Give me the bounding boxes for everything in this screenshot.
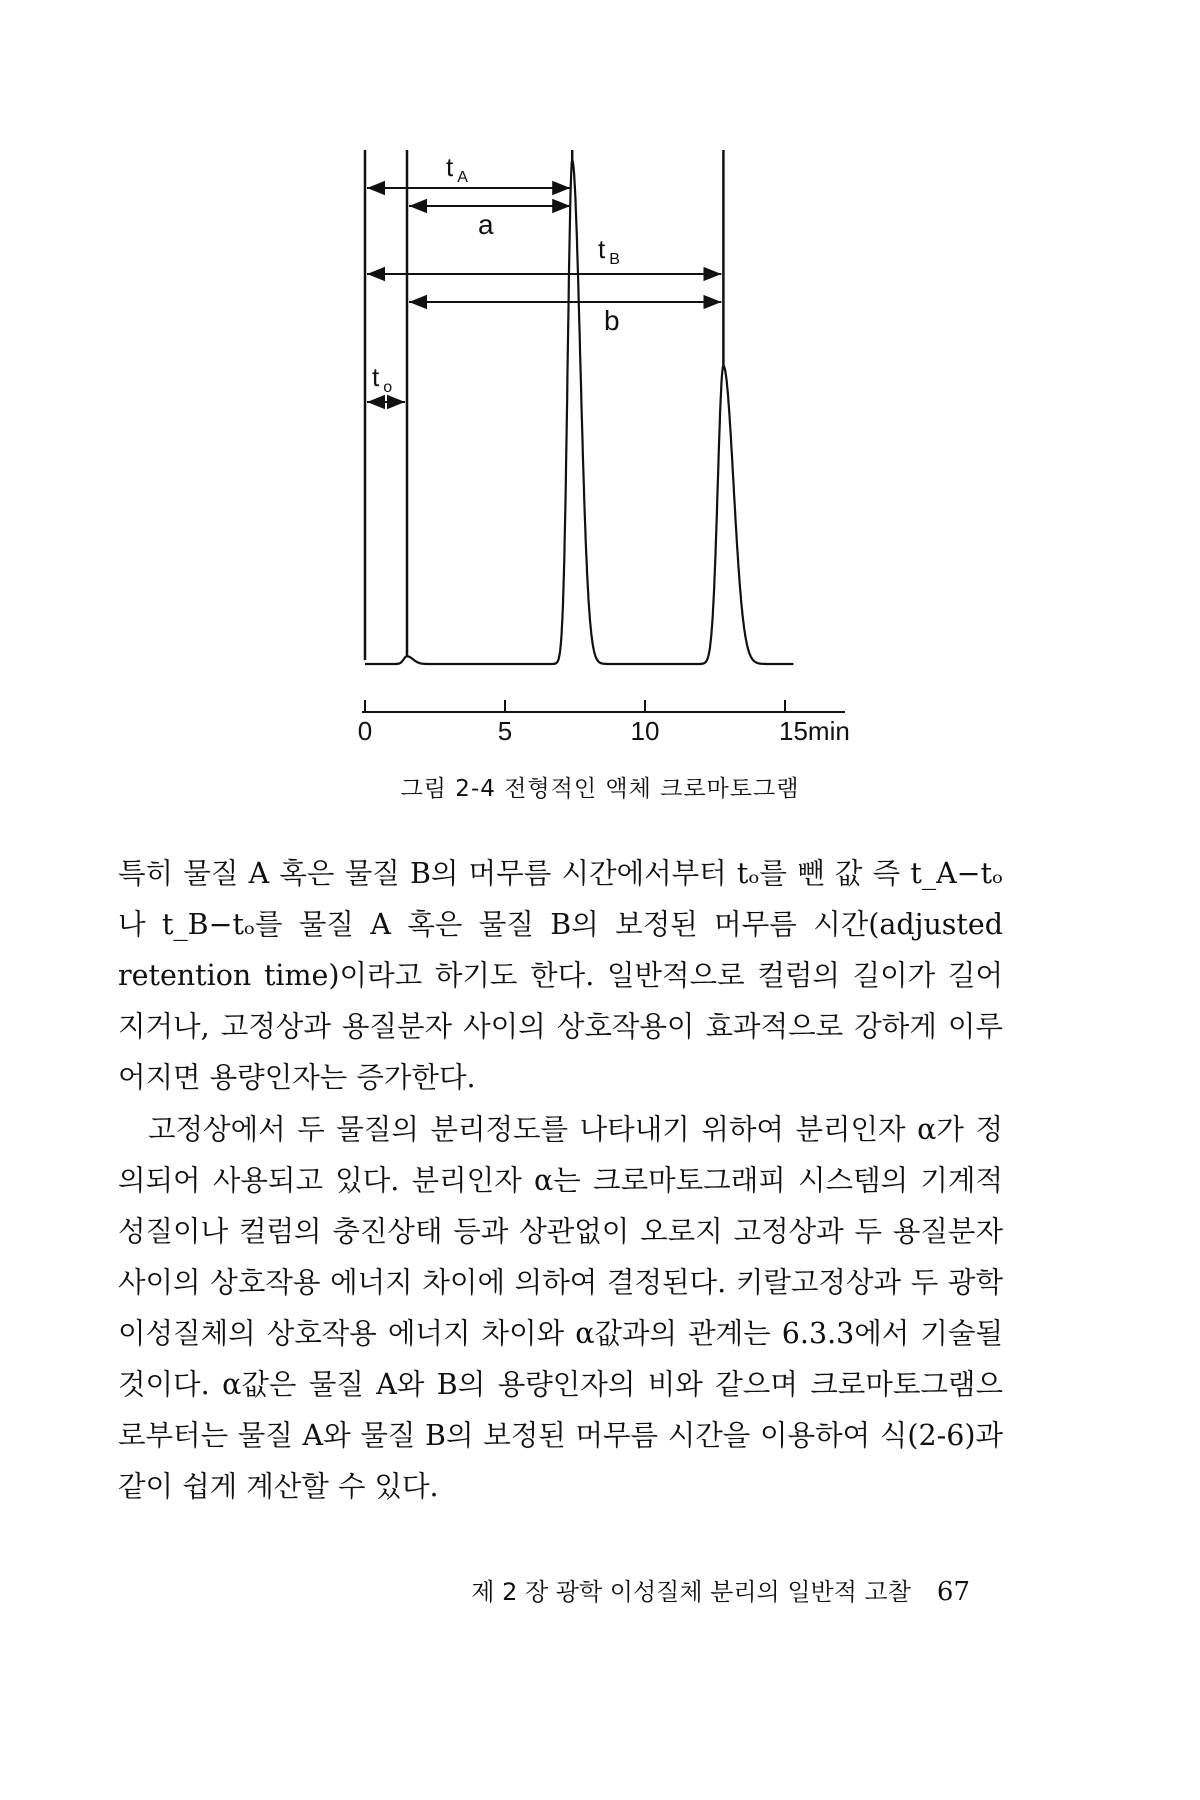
chromatogram-figure bbox=[0, 0, 1200, 780]
paragraph-1 bbox=[118, 848, 1003, 1103]
x-tick-label-0: 0 bbox=[357, 716, 373, 746]
ta-label: t $_A$ bbox=[446, 152, 468, 186]
page-number: 67 bbox=[936, 1577, 970, 1607]
figure-caption: 그림 2-4 전형적인 액체 크로마토그램 bbox=[400, 776, 800, 802]
x-tick-label-15: 15min bbox=[779, 716, 850, 746]
a-label: a bbox=[478, 209, 494, 240]
paragraph-2-text: 고정상에서 두 물질의 분리정도를 나타내기 위하여 분리인자 α가 정의되어 사용되고 있다. 분리인자 α는 크로마토그래피 시스템의 기계적 성질이나 컬럼의 충진상태 등과 상관없이 오로지 고정상과 두 용질분자 사이의 상호작용 에너지 차이에 의하여 결정된다. 키랄고정상과 두 광학 이성질체의 상호작용 에너지 차이와 α값과의 관계는 6.3.3에서 기술될 것이다. α값은 물질 A와 B의 용량인자의 비와 같으며 크로마토그램으로부터는 물질 A와 물질 B의 보정된 머무름 시간을 이용하여 식(2-6)과 같이 쉽게 계산할 수 있다. bbox=[118, 1113, 1003, 1503]
paragraph-1-text: 특히 물질 A 혹은 물질 B의 머무름 시간에서부터 tₒ를 뺀 값 즉 t_A−tₒ나 t_B−tₒ를 물질 A 혹은 물질 B의 보정된 머무름 시간(adjusted retention time)이라고 하기도 한다. 일반적으로 컬럼의 길이가 길어지거나, 고정상과 용질분자 사이의 상호작용이 효과적으로 강하게 이루어지면 용량인자는 증가한다. bbox=[118, 857, 1003, 1094]
x-tick-label-5: 5 bbox=[497, 716, 513, 746]
x-tick-label-10: 10 bbox=[630, 716, 660, 746]
chapter-title: 제 2 장 광학 이성질체 분리의 일반적 고찰 bbox=[471, 1578, 911, 1606]
b-label: b bbox=[604, 305, 620, 336]
chromatogram-trace bbox=[365, 160, 793, 664]
page-footer bbox=[471, 1572, 970, 1607]
tb-label: t $_B$ bbox=[598, 234, 620, 268]
paragraph-2 bbox=[118, 1104, 1003, 1512]
t0-label: t $_o$ bbox=[372, 362, 393, 396]
